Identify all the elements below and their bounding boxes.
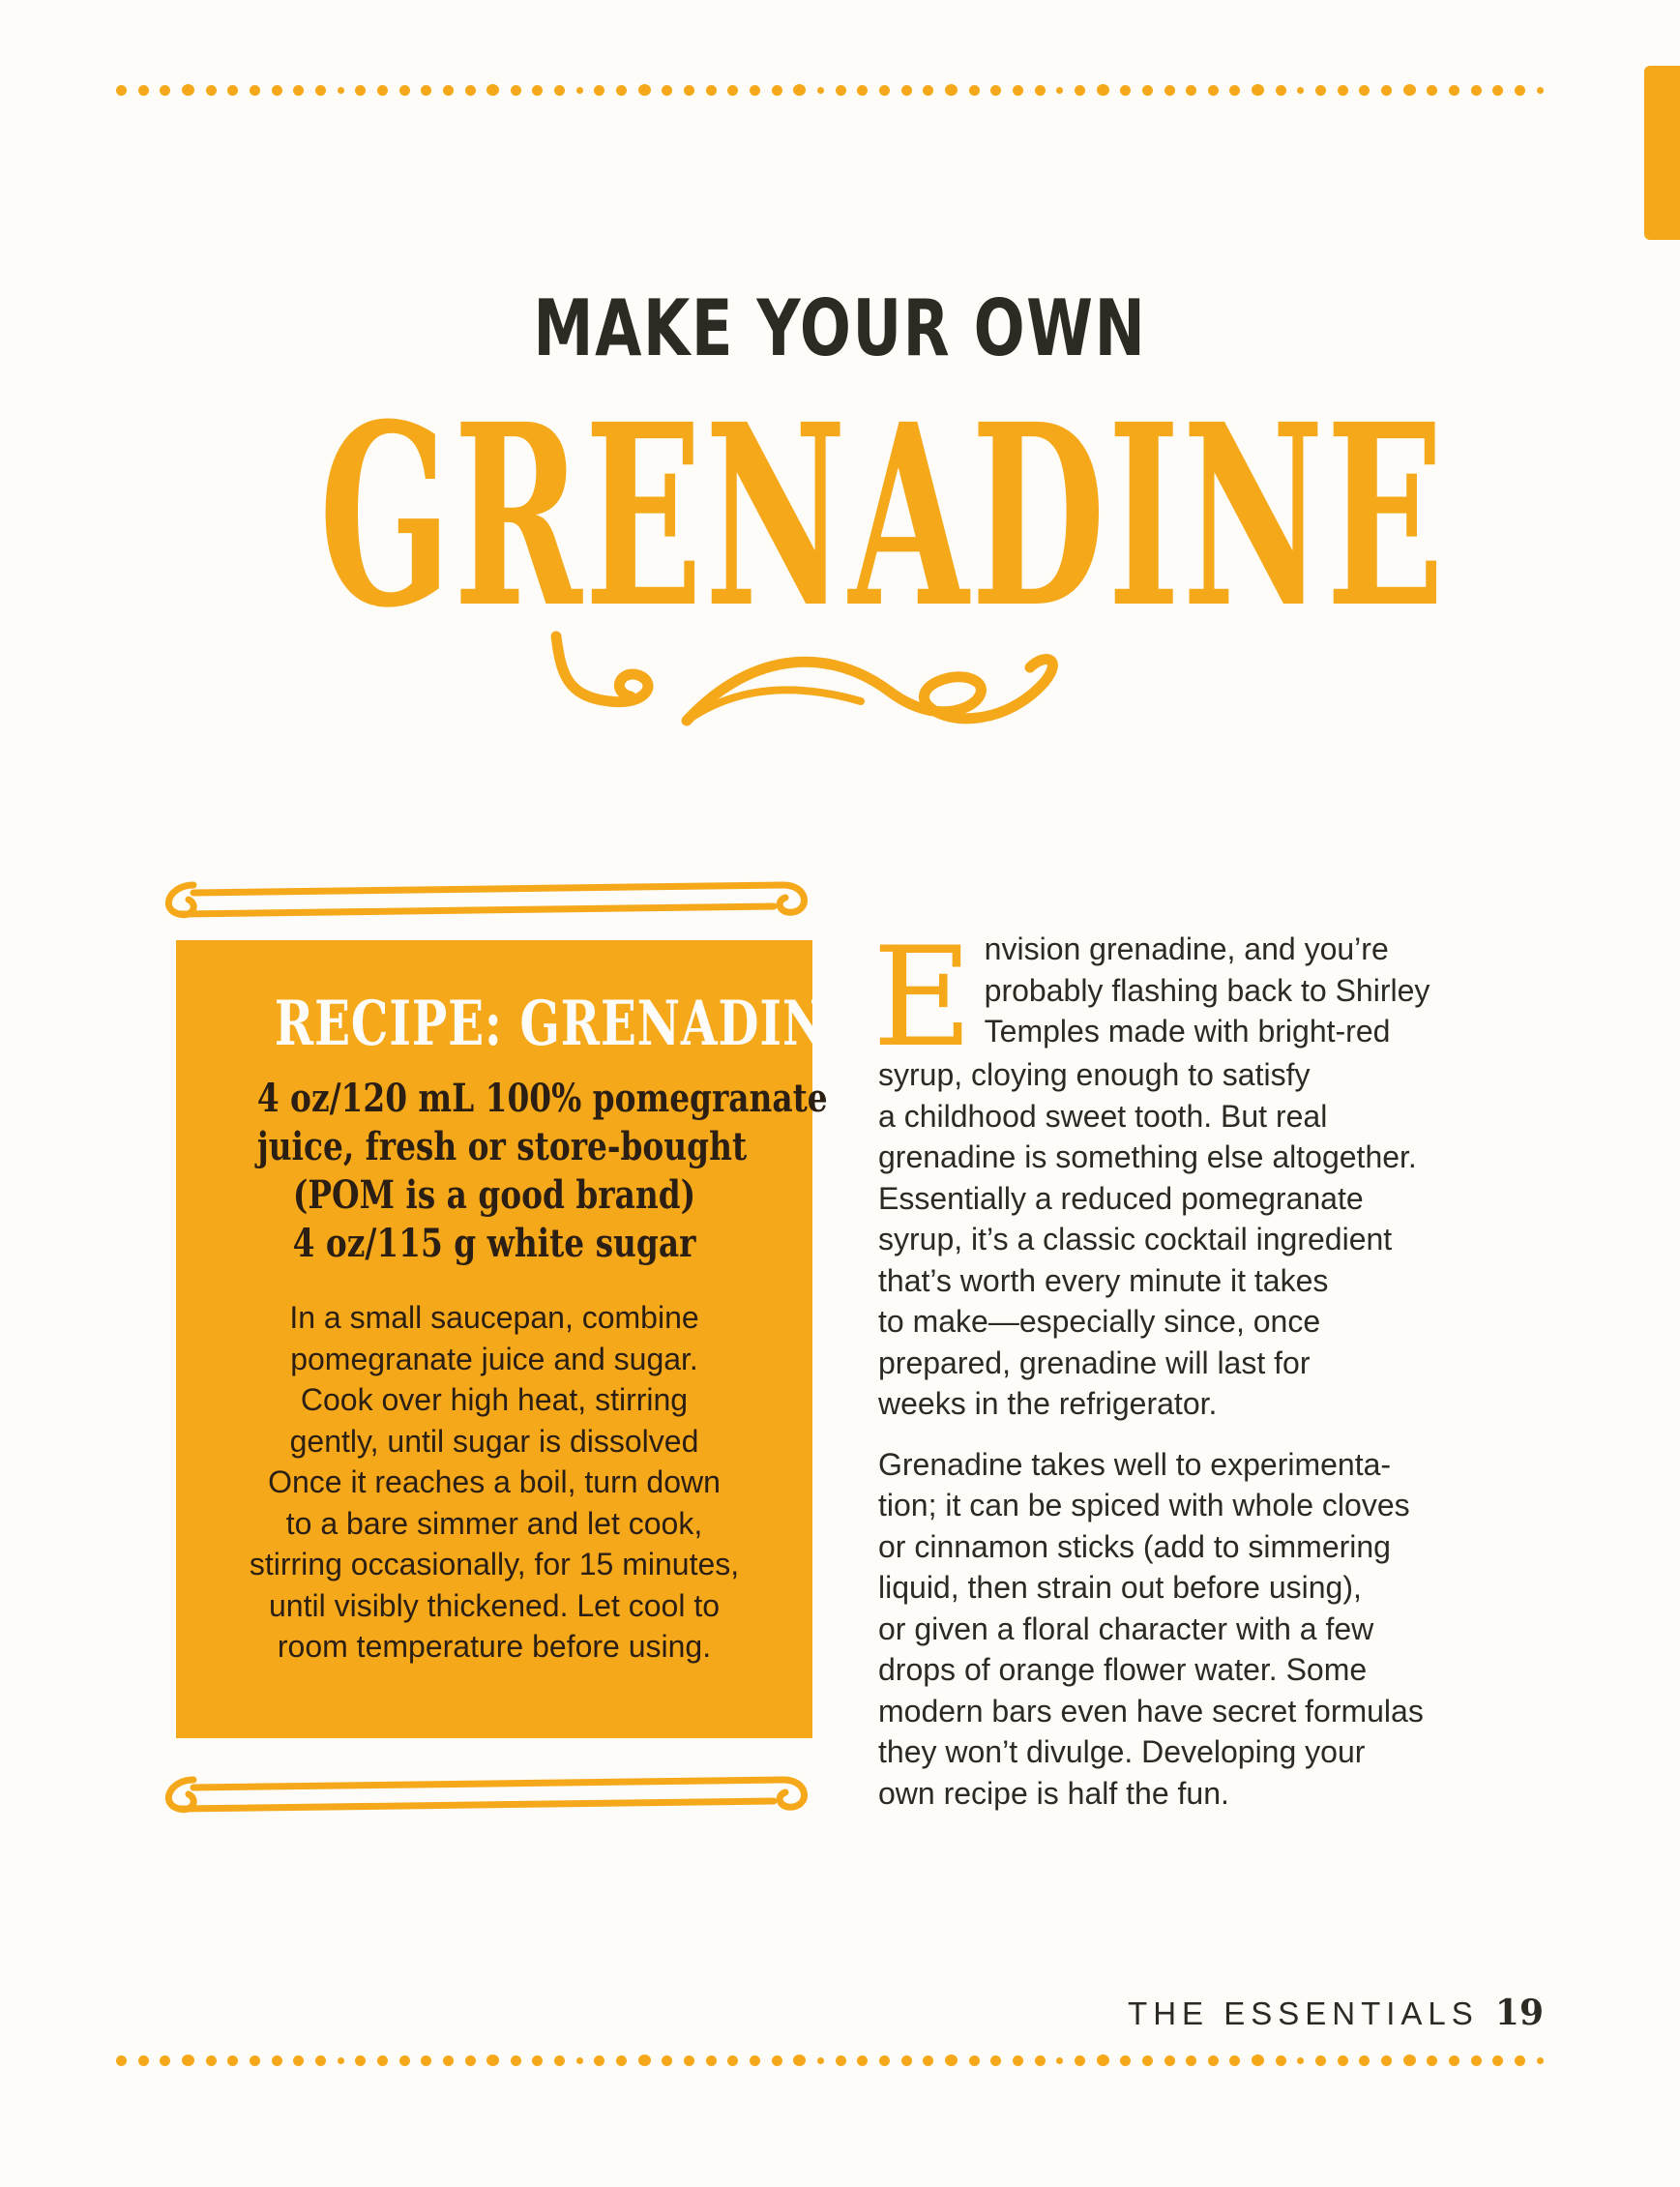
border-dot xyxy=(727,2055,738,2066)
border-dot xyxy=(443,85,454,96)
border-dot xyxy=(793,84,806,96)
border-dot xyxy=(1120,85,1131,96)
border-dot xyxy=(315,2055,326,2066)
border-dot xyxy=(817,2057,824,2064)
border-dot xyxy=(1315,2055,1326,2066)
border-dot xyxy=(1056,2057,1063,2064)
border-dot xyxy=(1381,85,1392,96)
border-dot xyxy=(1229,85,1240,96)
border-dot xyxy=(923,85,933,96)
paragraph-line: liquid, then strain out before using), xyxy=(878,1570,1362,1605)
paragraph-line: own recipe is half the fun. xyxy=(878,1775,1229,1811)
border-dot xyxy=(1427,85,1437,96)
border-dot xyxy=(1492,85,1503,96)
border-dot xyxy=(616,85,627,96)
border-dot xyxy=(355,85,366,96)
border-dot xyxy=(1186,2055,1196,2066)
border-dot xyxy=(969,85,980,96)
paragraph-line: syrup, cloying enough to satisfy xyxy=(878,1057,1311,1092)
border-dot xyxy=(638,84,651,96)
paragraph-line: weeks in the refrigerator. xyxy=(878,1386,1218,1421)
page-number: 19 xyxy=(1494,1993,1544,2033)
border-dot xyxy=(772,2055,782,2066)
border-dot xyxy=(1075,2055,1085,2066)
border-dot xyxy=(1403,2054,1416,2066)
paragraph-line: syrup, it’s a classic cocktail ingredient xyxy=(878,1222,1393,1256)
border-dot xyxy=(227,85,238,96)
border-dot xyxy=(293,2055,304,2066)
border-dot xyxy=(1013,85,1023,96)
paragraph-line: grenadine is something else altogether. xyxy=(878,1139,1417,1174)
paragraph-line: drops of orange flower water. Some xyxy=(878,1652,1368,1687)
border-dot xyxy=(576,2057,583,2064)
border-dot xyxy=(706,85,717,96)
ingredient-line: 4 oz/115 g white sugar xyxy=(292,1221,696,1266)
method-line: pomegranate juice and sugar. xyxy=(290,1341,698,1376)
footer-section-name: THE ESSENTIALS xyxy=(1128,1995,1479,2031)
border-dot xyxy=(206,85,217,96)
border-dot xyxy=(1142,2055,1153,2066)
drop-cap: E xyxy=(872,918,973,1078)
border-dot xyxy=(443,2055,454,2066)
border-dot xyxy=(338,2057,344,2064)
border-dot xyxy=(554,2055,565,2066)
border-dot xyxy=(532,2055,543,2066)
recipe-scroll-ornament-bottom xyxy=(155,1760,812,1828)
border-dot xyxy=(293,85,304,96)
method-line: Cook over high heat, stirring xyxy=(300,1382,689,1417)
border-dot xyxy=(1297,2057,1304,2064)
border-dot xyxy=(1471,2055,1482,2066)
border-dot xyxy=(1142,85,1153,96)
border-dot xyxy=(750,85,760,96)
border-dot xyxy=(1515,85,1525,96)
paragraph-line: that’s worth every minute it takes xyxy=(878,1262,1329,1298)
border-dot xyxy=(182,2054,194,2066)
paragraph-line: or cinnamon sticks (add to simmering xyxy=(878,1528,1391,1564)
border-dot xyxy=(1186,85,1196,96)
border-dot xyxy=(1492,2055,1503,2066)
method-line: In a small saucepan, combine xyxy=(289,1300,699,1335)
border-dot xyxy=(857,85,868,96)
dotted-border-top xyxy=(116,75,1544,104)
border-dot xyxy=(1381,2055,1392,2066)
border-dot xyxy=(486,2054,499,2066)
border-dot xyxy=(1537,87,1544,94)
paragraph-line: a childhood sweet tooth. But real xyxy=(878,1098,1328,1134)
border-dot xyxy=(817,87,824,94)
border-dot xyxy=(1449,85,1459,96)
border-dot xyxy=(250,85,260,96)
border-dot xyxy=(1208,85,1219,96)
border-dot xyxy=(750,2055,760,2066)
border-dot xyxy=(160,2055,170,2066)
method-line: gently, until sugar is dissolved xyxy=(289,1423,699,1459)
paragraph-line: probably flashing back to Shirley xyxy=(984,972,1430,1008)
border-dot xyxy=(836,2055,846,2066)
border-dot xyxy=(638,2054,651,2066)
border-dot xyxy=(901,2055,912,2066)
border-dot xyxy=(793,2054,806,2066)
border-dot xyxy=(990,2055,1001,2066)
border-dot xyxy=(1075,85,1085,96)
border-dot xyxy=(594,85,604,96)
title-flourish-ornament xyxy=(542,629,1083,740)
border-dot xyxy=(1471,85,1482,96)
border-dot xyxy=(160,85,170,96)
border-dot xyxy=(945,2054,958,2066)
border-dot xyxy=(1359,85,1370,96)
method-line: until visibly thickened. Let cool to xyxy=(268,1587,721,1623)
article-paragraph-2 xyxy=(878,1444,1459,1815)
page-title: GRENADINE xyxy=(318,369,1447,663)
paragraph-line: Essentially a reduced pomegranate xyxy=(878,1180,1364,1216)
border-dot xyxy=(945,84,958,96)
border-dot xyxy=(399,85,410,96)
border-dot xyxy=(706,2055,717,2066)
paragraph-line: they won’t divulge. Developing your xyxy=(878,1734,1366,1769)
border-dot xyxy=(727,85,738,96)
border-dot xyxy=(857,2055,868,2066)
border-dot xyxy=(532,85,543,96)
article-paragraph-1 xyxy=(872,918,1459,1425)
border-dot xyxy=(1208,2055,1219,2066)
border-dot xyxy=(923,2055,933,2066)
border-dot xyxy=(662,85,672,96)
border-dot xyxy=(1164,2055,1175,2066)
border-dot xyxy=(836,85,846,96)
border-dot xyxy=(182,84,194,96)
recipe-card xyxy=(176,940,863,1738)
border-dot xyxy=(116,2055,127,2066)
border-dot xyxy=(486,84,499,96)
border-dot xyxy=(1427,2055,1437,2066)
paragraph-line: modern bars even have secret formulas xyxy=(878,1693,1424,1729)
border-dot xyxy=(1359,2055,1370,2066)
paragraph-line: prepared, grenadine will last for xyxy=(878,1345,1311,1380)
border-dot xyxy=(1035,85,1046,96)
method-line: room temperature before using. xyxy=(277,1629,712,1664)
section-edge-tab xyxy=(1644,66,1680,240)
border-dot xyxy=(1315,85,1326,96)
border-dot xyxy=(1276,2055,1286,2066)
border-dot xyxy=(1252,84,1264,96)
paragraph-line: Temples made with bright-red xyxy=(984,1014,1391,1049)
border-dot xyxy=(1276,85,1286,96)
border-dot xyxy=(206,2055,217,2066)
border-dot xyxy=(465,85,476,96)
border-dot xyxy=(1164,85,1175,96)
border-dot xyxy=(116,85,127,96)
ingredient-line: juice, fresh or store-bought xyxy=(256,1124,748,1169)
border-dot xyxy=(684,85,694,96)
border-dot xyxy=(1035,2055,1046,2066)
border-dot xyxy=(1515,2055,1525,2066)
recipe-title: RECIPE: GRENADINE xyxy=(274,988,863,1060)
border-dot xyxy=(377,2055,388,2066)
border-dot xyxy=(272,2055,282,2066)
border-dot xyxy=(272,85,282,96)
paragraph-line: or given a floral character with a few xyxy=(878,1611,1374,1646)
border-dot xyxy=(1338,85,1348,96)
border-dot xyxy=(901,85,912,96)
paragraph-line: nvision grenadine, and you’re xyxy=(984,931,1389,966)
paragraph-line: tion; it can be spiced with whole cloves xyxy=(878,1488,1410,1522)
border-dot xyxy=(684,2055,694,2066)
border-dot xyxy=(1252,2054,1264,2066)
page-kicker: MAKE YOUR OWN xyxy=(533,283,1147,373)
dotted-border-bottom xyxy=(116,2046,1544,2075)
border-dot xyxy=(990,85,1001,96)
ingredient-line: (POM is a good brand) xyxy=(292,1172,696,1218)
border-dot xyxy=(1097,2054,1109,2066)
border-dot xyxy=(1403,84,1416,96)
border-dot xyxy=(1449,2055,1459,2066)
border-dot xyxy=(421,2055,431,2066)
border-dot xyxy=(1338,2055,1348,2066)
border-dot xyxy=(1097,84,1109,96)
border-dot xyxy=(511,2055,521,2066)
border-dot xyxy=(227,2055,238,2066)
border-dot xyxy=(355,2055,366,2066)
border-dot xyxy=(399,2055,410,2066)
border-dot xyxy=(554,85,565,96)
border-dot xyxy=(1120,2055,1131,2066)
border-dot xyxy=(662,2055,672,2066)
border-dot xyxy=(1537,2057,1544,2064)
paragraph-line: Grenadine takes well to experimenta- xyxy=(878,1446,1392,1482)
border-dot xyxy=(1056,87,1063,94)
border-dot xyxy=(616,2055,627,2066)
recipe-method xyxy=(205,1297,783,1668)
paragraph-line: to make—especially since, once xyxy=(878,1304,1321,1339)
border-dot xyxy=(594,2055,604,2066)
border-dot xyxy=(138,85,149,96)
method-line: to a bare simmer and let cook, xyxy=(285,1505,703,1541)
method-line: stirring occasionally, for 15 minutes, xyxy=(249,1547,740,1581)
page-footer xyxy=(967,1993,1544,2033)
border-dot xyxy=(338,87,344,94)
border-dot xyxy=(138,2055,149,2066)
method-line: Once it reaches a boil, turn down xyxy=(268,1464,721,1499)
border-dot xyxy=(315,85,326,96)
border-dot xyxy=(511,85,521,96)
border-dot xyxy=(421,85,431,96)
border-dot xyxy=(377,85,388,96)
border-dot xyxy=(772,85,782,96)
border-dot xyxy=(1297,87,1304,94)
article-body xyxy=(872,918,1459,1814)
ingredient-line: 4 oz/120 mL 100% pomegranate xyxy=(256,1076,828,1121)
border-dot xyxy=(879,2055,890,2066)
border-dot xyxy=(969,2055,980,2066)
border-dot xyxy=(1229,2055,1240,2066)
border-dot xyxy=(576,87,583,94)
ingredient-list xyxy=(205,1075,828,1268)
border-dot xyxy=(1013,2055,1023,2066)
border-dot xyxy=(250,2055,260,2066)
recipe-scroll-ornament-top xyxy=(155,866,812,933)
border-dot xyxy=(879,85,890,96)
border-dot xyxy=(465,2055,476,2066)
